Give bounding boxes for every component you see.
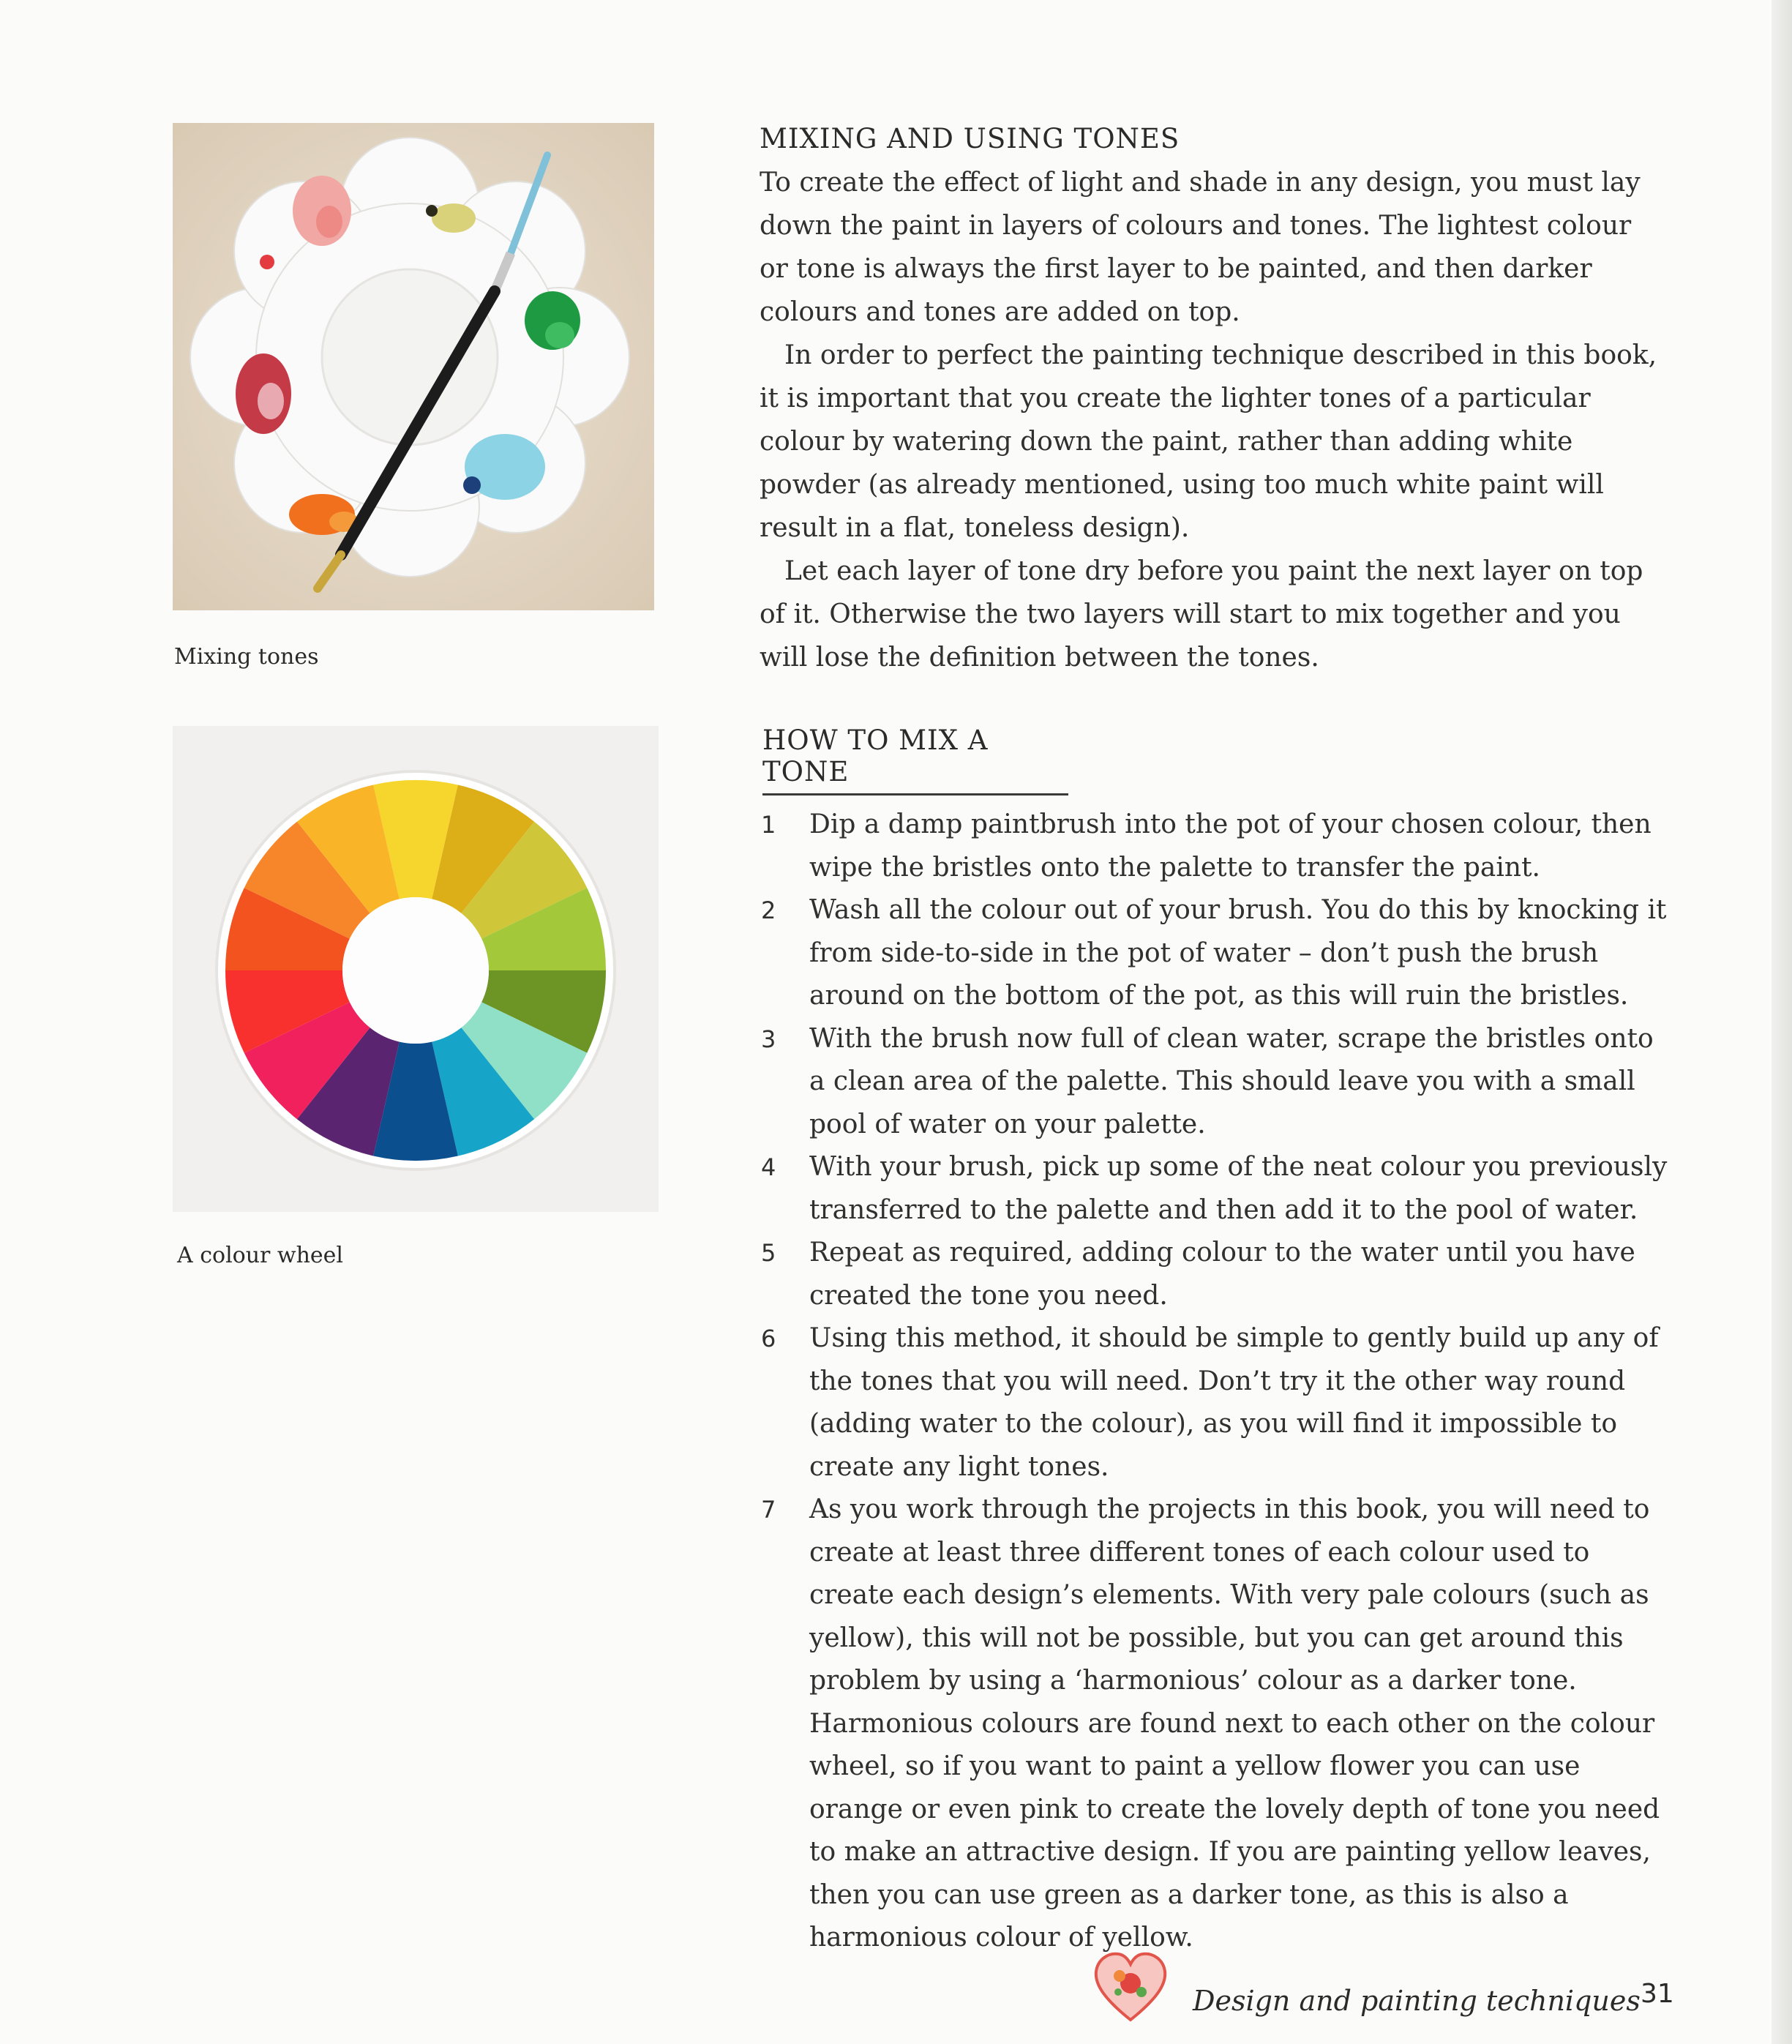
- list-item: [761, 1489, 1668, 1960]
- step-number: 6: [761, 1325, 776, 1352]
- colour-wheel-photo: [173, 726, 659, 1212]
- intro-text: [760, 161, 1661, 679]
- step-number: 5: [761, 1239, 776, 1267]
- step-number: 3: [761, 1025, 776, 1053]
- list-item: [761, 804, 1668, 889]
- footer-section-title: Design and painting techniques: [1193, 1985, 1641, 2017]
- step-text: With the brush now full of clean water, scrape the bristles onto a clean area of the palette. This should leave you with a small pool of water on your palette.: [809, 1023, 1654, 1139]
- step-number: 4: [761, 1153, 776, 1181]
- step-text: Using this method, it should be simple to gently build up any of the tones that you will need. Don’t try it the other way round (adding water to the colour), as you will find it impossible to create any light tones.: [809, 1323, 1659, 1482]
- mixing-tones-caption: Mixing tones: [174, 644, 319, 670]
- mixing-tones-photo: [173, 123, 654, 610]
- step-number: 2: [761, 896, 776, 924]
- step-number: 7: [761, 1496, 776, 1524]
- step-text: Dip a damp paintbrush into the pot of your chosen colour, then wipe the bristles onto the palette to transfer the paint.: [809, 809, 1652, 883]
- section-heading-mixing-and-using-tones: MIXING AND USING TONES: [760, 123, 1180, 154]
- steps-list: [761, 804, 1668, 1960]
- page-edge: [1772, 0, 1792, 2044]
- step-text: Wash all the colour out of your brush. You do this by knocking it from side-to-side in the pot of water – don’t push the brush around on the bottom of the pot, as this will ruin the bristles.: [809, 895, 1667, 1011]
- heart-icon: [1090, 1947, 1171, 2027]
- step-number: 1: [761, 811, 776, 839]
- paragraph: To create the effect of light and shade in any design, you must lay down the paint in layers of colours and tones. The lightest colour or tone is always the first layer to be painted, and then darker colours and tones are added on top.: [760, 168, 1641, 327]
- paragraph: In order to perfect the painting technique described in this book, it is important that you create the lighter tones of a particular colour by watering down the paint, rather than adding white powder (as already mentioned, using too much white paint will result in a flat, toneless design).: [760, 340, 1657, 543]
- list-item: [761, 1018, 1668, 1147]
- colour-wheel-caption: A colour wheel: [177, 1243, 344, 1268]
- list-item: [761, 1317, 1668, 1489]
- list-item: [761, 1146, 1668, 1232]
- step-text: As you work through the projects in this book, you will need to create at least three different tones of each colour used to create each design’s elements. With very pale colours (such as yellow), this will not be possible, but you can get around this problem by using a ‘harmonious’ colour as a darker tone. Harmonious colours are found next to each other on the colour wheel, so if you want to paint a yellow flower you can use orange or even pink to create the lovely depth of tone you need to make an attractive design. If you are painting yellow leaves, then you can use green as a darker tone, as this is also a harmonious colour of yellow.: [809, 1494, 1660, 1953]
- step-text: With your brush, pick up some of the neat colour you previously transferred to the palette and then add it to the pool of water.: [809, 1152, 1668, 1225]
- list-item: [761, 889, 1668, 1018]
- page-footer: [1090, 1947, 1676, 2027]
- step-text: Repeat as required, adding colour to the water until you have created the tone you need.: [809, 1238, 1635, 1311]
- list-item: [761, 1232, 1668, 1317]
- section-heading-how-to-mix-a-tone: HOW TO MIX A TONE: [762, 725, 1068, 795]
- page-number: 31: [1641, 1979, 1674, 2009]
- paragraph: Let each layer of tone dry before you paint the next layer on top of it. Otherwise the two layers will start to mix together and you will lose the definition between the tones.: [760, 556, 1643, 673]
